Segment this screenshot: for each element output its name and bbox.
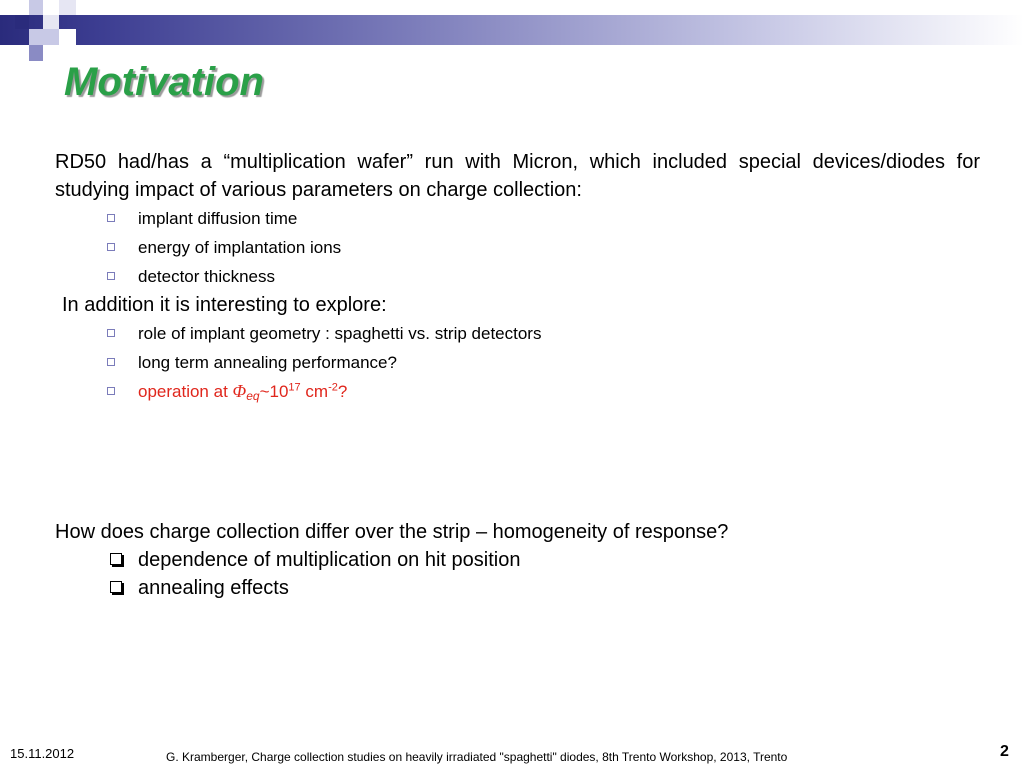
list-item: long term annealing performance? <box>107 348 980 377</box>
question-text: How does charge collection differ over the strip – homogeneity of response? <box>55 521 729 543</box>
operation-item: operation at $\Phi eq\sim 10^{17}$ $cm^{-2}$? <box>107 377 980 411</box>
page-number: 2 <box>1000 743 1009 760</box>
footer-citation: G. Kramberger, Charge collection studies on heavily irradiated "spaghetti" diodes, 8th Trento Workshop, 2013, Trento <box>166 750 788 764</box>
parameter-list <box>55 204 980 291</box>
list-item: detector thickness <box>107 262 980 291</box>
list-item: dependence of multiplication on hit position <box>108 546 728 574</box>
square-bullet-icon <box>107 329 115 337</box>
explore-list <box>55 319 980 411</box>
square-bullet-icon <box>107 358 115 366</box>
square-bullet-icon <box>107 243 115 251</box>
header-square-decoration <box>29 29 43 45</box>
list-item: implant diffusion time <box>107 204 980 233</box>
checkbox-bullet-icon <box>110 581 122 593</box>
square-bullet-icon <box>107 272 115 280</box>
list-item: role of implant geometry : spaghetti vs. strip detectors <box>107 319 980 348</box>
slide-body <box>55 148 980 411</box>
intro-paragraph: RD50 had/has a “multiplication wafer” run with Micron, which included special devices/diodes for studying impact of various parameters on charge collection: <box>55 151 980 201</box>
header-gradient-bar <box>0 15 1024 45</box>
footer-date: 15.11.2012 <box>10 746 75 761</box>
list-item: energy of implantation ions <box>107 233 980 262</box>
header-square-decoration <box>59 0 76 15</box>
header-square-decoration <box>29 0 43 15</box>
slide-title: Motivation <box>64 60 264 104</box>
header-square-decoration <box>59 29 76 45</box>
square-bullet-icon <box>107 214 115 222</box>
header-square-decoration <box>43 29 59 45</box>
list-item: annealing effects <box>108 574 728 602</box>
addition-paragraph: In addition it is interesting to explore: <box>62 294 387 316</box>
question-section <box>55 518 728 602</box>
checkbox-bullet-icon <box>110 553 122 565</box>
header-square-decoration <box>15 15 29 29</box>
question-list <box>55 546 728 602</box>
header-square-decoration <box>29 45 43 61</box>
header-square-decoration <box>43 15 59 29</box>
square-bullet-icon <box>107 387 115 395</box>
